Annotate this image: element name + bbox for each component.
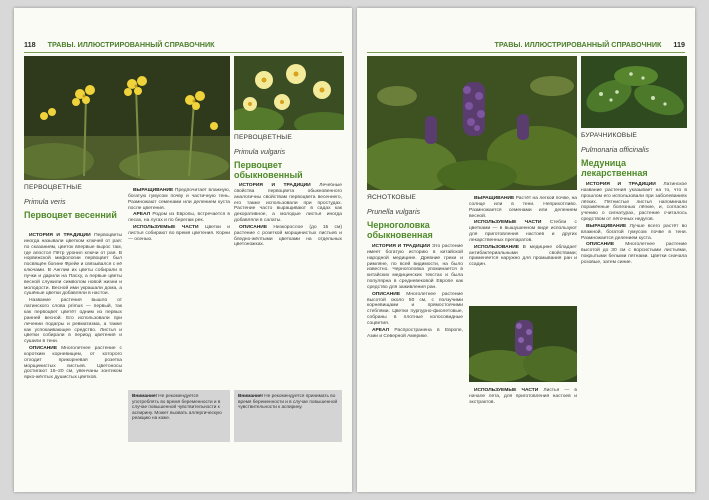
text-paragraph: ВЫРАЩИВАНИЕ Лучше всего растёт во влажной, богатой гумусом почве в тени. Размножается делением куста.	[581, 223, 687, 241]
plant-title-pulmonaria	[581, 132, 687, 178]
plant-family: ЯСНОТКОВЫЕ	[367, 194, 416, 201]
plant-title-primula-veris	[24, 184, 124, 220]
prunella-text-column-2-lower	[469, 388, 577, 480]
header-rule	[24, 52, 342, 53]
text-paragraph: ОПИСАНИЕ Многолетнее растение высотой около 50 см, с ползучими корневищами и прямостоячими стеблями. Цветки пурпурно-фиолетовые, собраны в плотные колосовидные соцветия.	[367, 291, 463, 326]
warning-note: Внимание! Не рекомендуется принимать во время беременности и в случае повышенной чувствительности к аспирину.	[234, 390, 342, 442]
primula-vulgaris-photo	[234, 56, 344, 130]
header-rule	[367, 52, 685, 53]
left-page	[14, 8, 352, 492]
left-page-header	[24, 40, 215, 49]
text-paragraph: ВЫРАЩИВАНИЕ Растёт на легкой почве, на солнце или в тени. Неприхотливо. Размножается семенами или делением весной.	[469, 196, 577, 219]
text-paragraph: ИСПОЛЬЗУЕМЫЕ ЧАСТИ Стебли с цветками — в вышушенном виде используют для приготовления настоев и других лекарственных препаратов.	[469, 220, 577, 243]
text-paragraph: ОПИСАНИЕ Низкорослое (до 15 см) растение с розеткой морщинистых листьев и бледно-жёлтыми цветками на отдельных цветоножках.	[234, 224, 342, 248]
plant-latin-name: Primula veris	[24, 197, 66, 206]
prunella-closeup-photo	[469, 306, 577, 382]
prunella-text	[367, 244, 463, 480]
text-paragraph: ИСПОЛЬЗОВАНИЕ В медицине обладает антибактериальными свойствами; применяется наружно для промывания ран и ссадин.	[469, 244, 577, 268]
text-paragraph: Название растения вышло от латинского слова primus — первый, так как первоцвет цветёт одним из первых ранней весной. Его использовали при лечении подагры и ревматизма, а также как успокаивающее средство. Листья и цветки собирали в период цветения и сушили в тени.	[24, 298, 122, 345]
text-paragraph: ИСТОРИЯ И ТРАДИЦИИ Латинское название растения указывает на то, что в прошлом его использовали при заболеваниях лёгких. Пятнистые листья напоминали поражённые болезнью лёгкие, и, согласно учению о сигнатурах, растение считалось средством от лёгочных недугов.	[581, 182, 687, 223]
plant-latin-name: Pulmonaria officinalis	[581, 145, 649, 154]
plant-latin-name: Primula vulgaris	[234, 147, 286, 156]
text-paragraph: ИСТОРИЯ И ТРАДИЦИИ Лечебные свойства первоцвета обыкновенного аналогичны свойствам первоцвета весеннего, его также использовали при простудах. Растение часто выращивают в садах как декоративное, а молодые листья иногда добавляли в салаты.	[234, 183, 342, 224]
plant-common-name: Медуница лекарственная	[581, 158, 648, 178]
text-paragraph: ИСТОРИЯ И ТРАДИЦИИ Это растение имеет богатую историю в китайской народной медицине. Древние греки и римляне, по всей видимости, на было известно. Черноголовка упоминается в китайских медицинских текстах и была популярна в средневековой Европе как средство для заживления ран.	[367, 244, 463, 290]
pulmonaria-officinalis-photo	[581, 56, 687, 128]
plant-family: БУРАЧНИКОВЫЕ	[581, 132, 638, 139]
pulmonaria-text	[581, 182, 687, 480]
text-paragraph: ВЫРАЩИВАНИЕ Предпочитает влажную, богатую гумусом почву и частичную тень. Размножают семенами или делением куста после цветения.	[128, 188, 230, 211]
plant-common-name: Первоцвет весенний	[24, 210, 117, 220]
text-paragraph: АРЕАЛ Распространена в Европе, Азии и Северной Америке.	[367, 327, 463, 339]
primula-vulgaris-text	[234, 183, 342, 379]
primula-veris-text	[24, 233, 122, 479]
right-page-header	[494, 40, 685, 49]
plant-title-prunella	[367, 194, 463, 240]
running-title: ТРАВЫ. ИЛЛЮСТРИРОВАННЫЙ СПРАВОЧНИК	[494, 40, 662, 49]
running-title: ТРАВЫ. ИЛЛЮСТРИРОВАННЫЙ СПРАВОЧНИК	[47, 40, 215, 49]
prunella-vulgaris-photo	[367, 56, 577, 190]
middle-column-text	[128, 188, 230, 384]
plant-latin-name: Prunella vulgaris	[367, 207, 421, 216]
text-paragraph: АРЕАЛ Родом из Европы, встречается в лесах, на лугах и по берегам рек.	[128, 212, 230, 224]
plant-family: ПЕРВОЦВЕТНЫЕ	[234, 134, 292, 141]
page-number: 119	[673, 40, 685, 49]
plant-family: ПЕРВОЦВЕТНЫЕ	[24, 184, 82, 191]
plant-title-primula-vulgaris	[234, 134, 342, 180]
right-page	[357, 8, 695, 492]
text-paragraph: ИСПОЛЬЗУЕМЫЕ ЧАСТИ Листья — в начале лета, для приготовления настоев и экстрактов.	[469, 388, 577, 405]
prunella-text-column-2	[469, 196, 577, 302]
plant-common-name: Первоцвет обыкновенный	[234, 160, 303, 180]
warning-note: Внимание! Не рекомендуется употреблять во время беременности и в случае повышенной чувствительности к аспирину. Может вызвать аллергическую реакцию на коже.	[128, 390, 230, 442]
text-paragraph: ОПИСАНИЕ Многолетнее растение высотой до 30 см с ворсистыми листьями, покрытыми белыми пятнами. Цветки сначала розовые, затем синие.	[581, 242, 687, 265]
page-number: 118	[24, 40, 36, 49]
plant-common-name: Черноголовка обыкновенная	[367, 220, 433, 240]
text-paragraph: ИСТОРИЯ И ТРАДИЦИИ Первоцветы иногда называли цветком ключей от рая: по сказаниям, цветок впервые вырос там, где апостол Пётр уронил ключи от рая. В норвежской мифологии первоцвет был посвящён богине Фрейе и связывался с её ключами. В Англии их цветы собирали в пучки и дарили на Пасху, а первые цветы весной служили символом новой жизни и молодости. Весной ими украшали дома, а сушёные цветки добавляли в настои.	[24, 233, 122, 297]
primula-veris-photo	[24, 56, 230, 180]
text-paragraph: ИСПОЛЬЗУЕМЫЕ ЧАСТИ Цветки и листья собирают во время цветения. Корни — осенью.	[128, 225, 230, 242]
text-paragraph: ОПИСАНИЕ Многолетнее растение с коротким корневищем, от которого отходит прикорневая розетка морщинистых листьев. Цветоносы достигают 15–20 см, увенчаны зонтиком ярко-жёлтых душистых цветков.	[24, 346, 122, 381]
